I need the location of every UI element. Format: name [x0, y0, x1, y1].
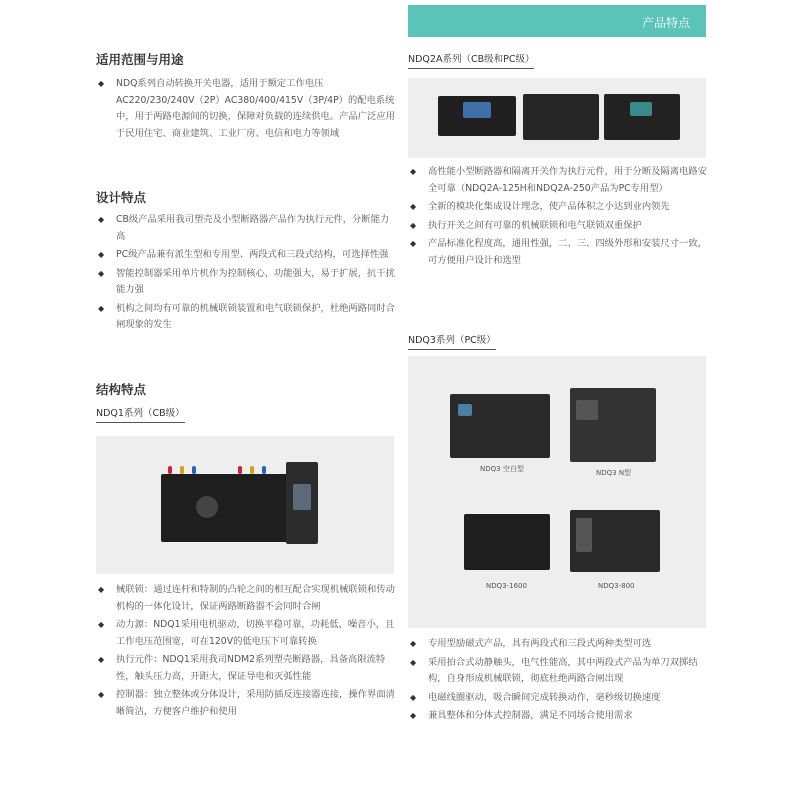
list-item: ◆ 全新的模块化集成设计理念，使产品体积之小达到业内领先 [408, 199, 708, 216]
list-item: ◆ 电磁线圈驱动，吸合瞬间完成转换动作，毫秒级切换速度 [408, 690, 708, 707]
features-banner [408, 5, 706, 37]
list-item: ◆ 执行开关之间有可靠的机械联锁和电气联锁双重保护 [408, 218, 708, 235]
ndq3-1600-device [464, 514, 550, 570]
ndq2a-list [408, 164, 708, 271]
ndq2a-product-image [408, 78, 706, 158]
list-item: ◆ 执行元件：NDQ1采用我司NDM2系列塑壳断路器，具备高限流特性，触头压力高，开距大，保证导电和灭弧性能 [96, 652, 396, 685]
banner-title: 产品特点 [641, 16, 690, 30]
ndq2a-display [463, 102, 491, 118]
ndq3-list [408, 636, 708, 727]
ndq2a-controller-screen [630, 102, 652, 116]
list-item: ◆ 机构之间均有可靠的机械联锁装置和电气联锁保护，杜绝两路同时合闸现象的发生 [96, 301, 396, 334]
terminal-blue [192, 466, 196, 474]
caption-ndq3-800: NDQ3-800 [598, 582, 635, 590]
series-label-ndq3: NDQ3系列（PC级） [408, 332, 496, 350]
section-title-scope: 适用范围与用途 [96, 52, 184, 67]
series-label-ndq1: NDQ1系列（CB级） [96, 405, 185, 423]
structure-list [96, 582, 396, 722]
list-item: ◆ 械联锁：通过连杆和特制的凸轮之间的相互配合实现机械联锁和传动机构的一体化设计，保证两路断路器不会同时合闸 [96, 582, 396, 615]
caption-ndq3-1600: NDQ3-1600 [486, 582, 527, 590]
ndq3-800-controller [576, 518, 592, 552]
design-list [96, 212, 396, 336]
terminal-yellow [180, 466, 184, 474]
terminal-yellow [250, 466, 254, 474]
ndq3-blank-indicator [458, 404, 472, 416]
list-item: ◆ 智能控制器采用单片机作为控制核心，功能强大，易于扩展，抗干扰能力强 [96, 266, 396, 299]
list-item: ◆ 专用型励磁式产品，具有两段式和三段式两种类型可选 [408, 636, 708, 653]
ndq1-controller-display [293, 484, 311, 510]
caption-ndq3-n: NDQ3 N型 [596, 469, 632, 477]
ndq3-n-controller [576, 400, 598, 420]
section-title-structure: 结构特点 [96, 382, 147, 397]
list-item: ◆ 动力源：NDQ1采用电机驱动，切换平稳可靠，功耗低，噪音小，且工作电压范围宽，可在120V的低电压下可靠转换 [96, 617, 396, 650]
caption-ndq3-blank: NDQ3 空白型 [480, 465, 524, 473]
ndq2a-device-2 [523, 94, 599, 140]
list-item: ◆ NDQ系列自动转换开关电器，适用于额定工作电压AC220/230/240V（2P）AC380/400/415V（3P/4P）的配电系统中，用于两路电源间的切换，保障对负载的连续供电。产品广泛应用于民用住宅、商业建筑、工业厂房、电信和电力等领域 [96, 76, 396, 142]
list-item: ◆ 兼具整体和分体式控制器，满足不同场合使用需求 [408, 708, 708, 725]
ndq3-product-image [408, 356, 706, 628]
ndq1-product-image [96, 436, 394, 574]
terminal-blue [262, 466, 266, 474]
list-item: ◆ PC级产品兼有派生型和专用型、两段式和三段式结构，可选择性强 [96, 247, 396, 264]
scope-list [96, 76, 396, 144]
section-title-design: 设计特点 [96, 190, 147, 205]
list-item: ◆ 控制器：独立整体或分体设计，采用防插反连接器连接，操作界面清晰简洁，方便客户维护和使用 [96, 687, 396, 720]
series-label-ndq2a: NDQ2A系列（CB级和PC级） [408, 51, 534, 69]
ndq1-switch-body [161, 474, 306, 542]
terminal-red [238, 466, 242, 474]
terminal-red [168, 466, 172, 474]
list-item: ◆ 产品标准化程度高，通用性强，二、三、四级外形和安装尺寸一致，可方便用户设计和选型 [408, 236, 708, 269]
ndq1-handle [196, 496, 218, 518]
ndq2a-device-3 [604, 94, 680, 140]
list-item: ◆ 高性能小型断路器和隔离开关作为执行元件，用于分断及隔离电路安全可靠（NDQ2A-125H和NDQ2A-250产品为PC专用型） [408, 164, 708, 197]
list-item: ◆ CB级产品采用我司塑壳及小型断路器产品作为执行元件，分断能力高 [96, 212, 396, 245]
list-item: ◆ 采用拍合式动静触头，电气性能高，其中两段式产品为单刀双掷结构，自身形成机械联锁，彻底杜绝两路合闸出现 [408, 655, 708, 688]
